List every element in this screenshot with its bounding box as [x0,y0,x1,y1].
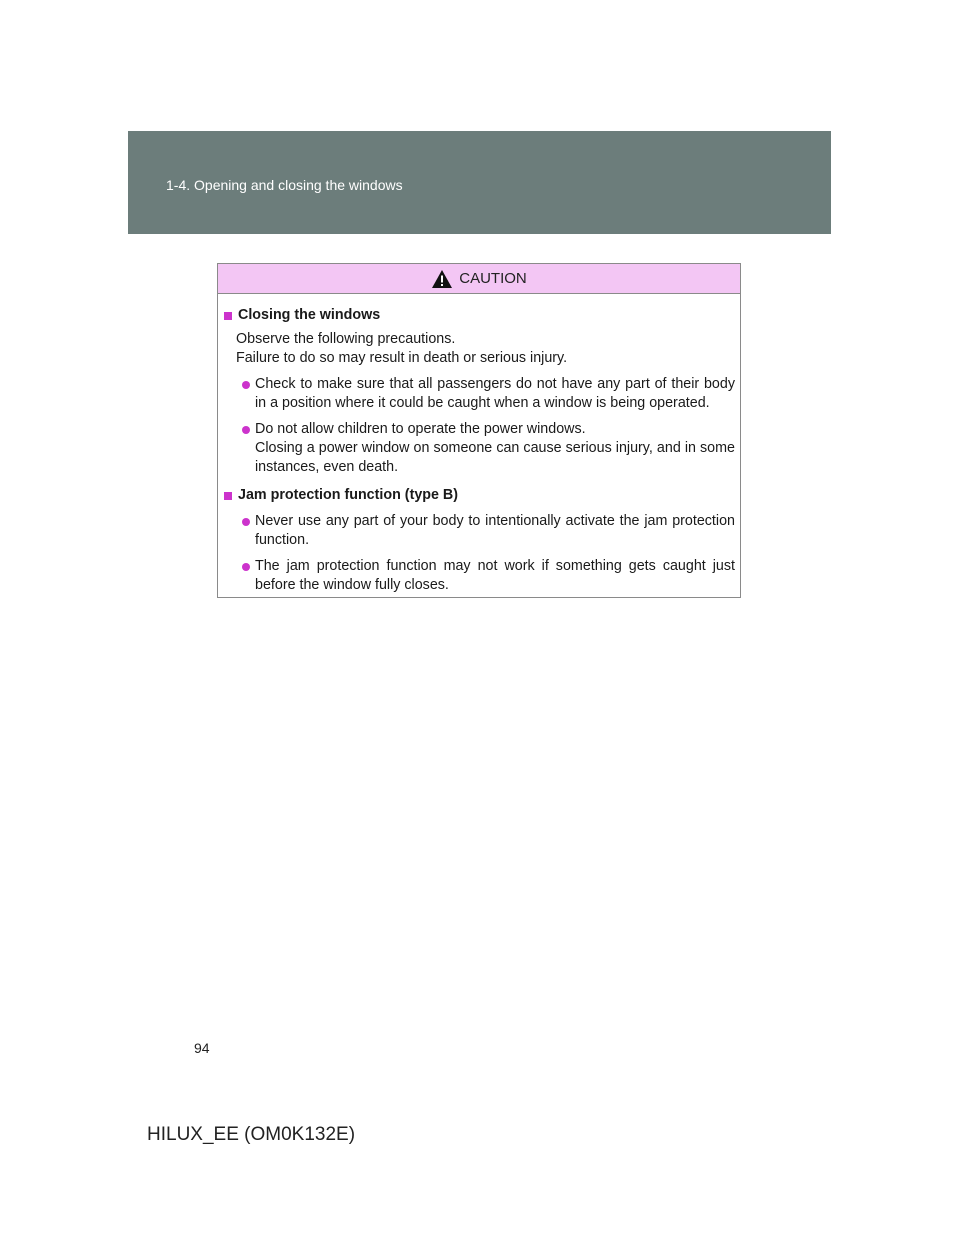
list-item [236,557,735,595]
intro-line: Observe the following precautions. [236,331,456,347]
bullet-text: Do not allow children to operate the power windows. [255,421,586,437]
caution-body [218,294,740,595]
bullet-text: The jam protection function may not work if something gets caught just before the window fully closes. [255,558,735,593]
caution-header [218,264,740,294]
document-code: HILUX_EE (OM0K132E) [147,1124,356,1145]
round-bullet-icon [242,381,250,389]
list-item [236,420,735,477]
section-heading: Jam protection function (type B) [224,486,735,505]
round-bullet-icon [242,518,250,526]
caution-box [217,263,741,598]
section-heading: Closing the windows [224,306,735,325]
square-bullet-icon [224,312,232,320]
round-bullet-icon [242,563,250,571]
bullet-text: Never use any part of your body to intentionally activate the jam protection function. [255,513,735,548]
section-title: 1-4. Opening and closing the windows [166,177,403,193]
list-item [236,375,735,413]
intro-line: Failure to do so may result in death or serious injury. [236,350,568,366]
round-bullet-icon [242,426,250,434]
list-item [236,512,735,550]
caution-label: CAUTION [459,270,527,287]
bullet-text: Closing a power window on someone can cause serious injury, and in some instances, even death. [255,440,735,475]
square-bullet-icon [224,492,232,500]
page-number: 94 [194,1040,210,1056]
page-header-band [128,131,831,234]
bullet-text: Check to make sure that all passengers do not have any part of their body in a position where it could be caught when a window is being operated. [255,376,735,411]
warning-triangle-icon [431,268,453,290]
